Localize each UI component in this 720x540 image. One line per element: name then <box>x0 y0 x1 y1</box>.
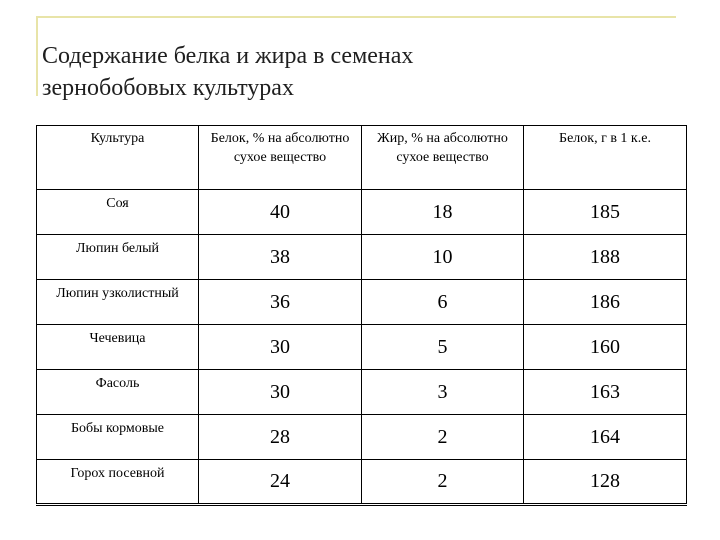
slide-title <box>42 40 662 104</box>
crop-name-cell: Соя <box>37 190 199 235</box>
column-header-crop: Культура <box>37 126 199 190</box>
decorative-frame-left <box>36 16 38 96</box>
protein-per-unit-cell: 128 <box>524 460 687 505</box>
title-line: зернобобовых культурах <box>42 75 294 102</box>
protein-per-unit-cell: 186 <box>524 280 687 325</box>
table-row <box>37 415 687 460</box>
fat-percent-cell: 5 <box>362 325 524 370</box>
protein-per-unit-cell: 188 <box>524 235 687 280</box>
table-row <box>37 280 687 325</box>
column-header-fat-percent: Жир, % на абсолютно сухое вещество <box>362 126 524 190</box>
protein-per-unit-cell: 164 <box>524 415 687 460</box>
column-header-protein-percent: Белок, % на абсолютно сухое вещество <box>199 126 362 190</box>
protein-percent-cell: 38 <box>199 235 362 280</box>
crop-name-cell: Фасоль <box>37 370 199 415</box>
fat-percent-cell: 6 <box>362 280 524 325</box>
table-row <box>37 235 687 280</box>
fat-percent-cell: 10 <box>362 235 524 280</box>
protein-percent-cell: 30 <box>199 370 362 415</box>
protein-per-unit-cell: 163 <box>524 370 687 415</box>
fat-percent-cell: 3 <box>362 370 524 415</box>
crop-name-cell: Горох посевной <box>37 460 199 505</box>
crop-name-cell: Люпин узколистный <box>37 280 199 325</box>
fat-percent-cell: 2 <box>362 415 524 460</box>
decorative-frame-top <box>38 16 676 18</box>
fat-percent-cell: 18 <box>362 190 524 235</box>
crop-name-cell: Чечевица <box>37 325 199 370</box>
table-row <box>37 190 687 235</box>
crop-name-cell: Люпин белый <box>37 235 199 280</box>
protein-per-unit-cell: 185 <box>524 190 687 235</box>
table-row <box>37 370 687 415</box>
crop-composition-table <box>36 125 687 506</box>
title-line: Содержание белка и жира в семенах <box>42 43 414 70</box>
protein-percent-cell: 24 <box>199 460 362 505</box>
column-header-protein-per-unit: Белок, г в 1 к.е. <box>524 126 687 190</box>
data-table-container <box>36 125 686 504</box>
table-row <box>37 460 687 505</box>
table-row <box>37 325 687 370</box>
protein-per-unit-cell: 160 <box>524 325 687 370</box>
protein-percent-cell: 30 <box>199 325 362 370</box>
protein-percent-cell: 28 <box>199 415 362 460</box>
protein-percent-cell: 40 <box>199 190 362 235</box>
crop-name-cell: Бобы кормовые <box>37 415 199 460</box>
fat-percent-cell: 2 <box>362 460 524 505</box>
table-header-row <box>37 126 687 190</box>
protein-percent-cell: 36 <box>199 280 362 325</box>
